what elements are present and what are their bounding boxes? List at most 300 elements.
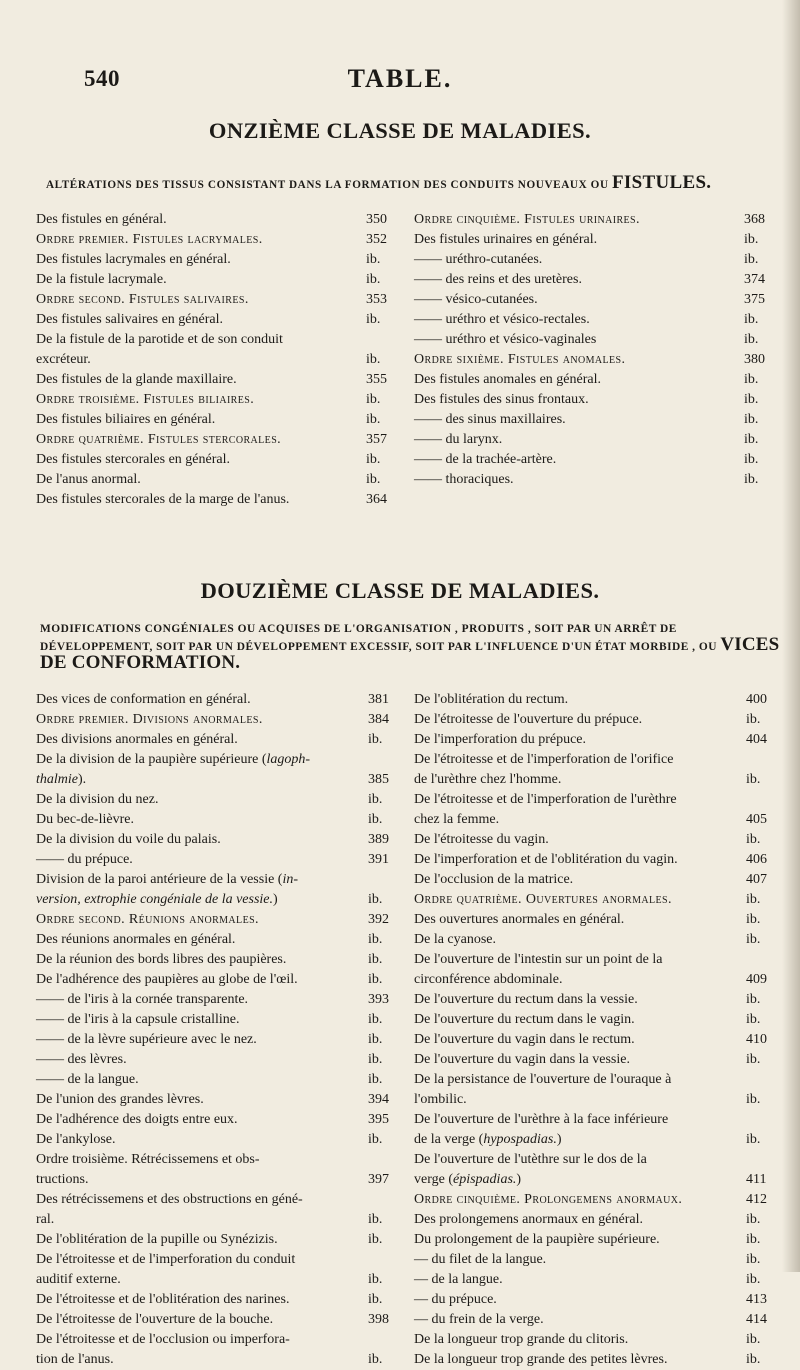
- entry-text: De l'ouverture de l'urèthre à la face inférieure: [414, 1112, 669, 1127]
- entry-text: De la longueur trop grande du clitoris.: [414, 1332, 629, 1347]
- page-reference: ib.: [746, 1232, 761, 1247]
- entry-text: —— de la trachée-artère.: [414, 452, 557, 467]
- page-reference: ib.: [368, 952, 383, 967]
- page-reference: 397: [368, 1172, 389, 1187]
- toc-entry: [36, 1070, 402, 1090]
- page-reference: ib.: [368, 812, 383, 827]
- toc-entry: [36, 490, 400, 510]
- page-reference: 404: [746, 732, 767, 747]
- page-reference: ib.: [368, 1212, 383, 1227]
- entry-text: Des fistules urinaires en général.: [414, 232, 598, 247]
- page-reference: 393: [368, 992, 389, 1007]
- entry-text: De l'imperforation et de l'oblitération du vagin.: [414, 852, 678, 867]
- toc-entry: [36, 1050, 402, 1070]
- page-reference: ib.: [368, 1232, 383, 1247]
- page-reference: ib.: [746, 712, 761, 727]
- entry-continuation: [414, 1130, 562, 1150]
- entry-continuation-line: [36, 1210, 402, 1230]
- toc-entry: [36, 450, 400, 470]
- toc-entry: [36, 370, 400, 390]
- toc-entry: [36, 870, 402, 910]
- entry-text: De l'étroitesse de l'ouverture du prépuce.: [414, 712, 643, 727]
- toc-entry: [414, 750, 780, 790]
- toc-entry: [414, 1250, 780, 1270]
- entry-text: Ordre troisième. Fistules biliaires.: [36, 392, 255, 407]
- toc-entry: [36, 1230, 402, 1250]
- entry-text: De l'ouverture du vagin dans le rectum.: [414, 1032, 635, 1047]
- page-reference: ib.: [368, 732, 383, 747]
- entry-text: De l'imperforation du prépuce.: [414, 732, 587, 747]
- page-reference: 406: [746, 852, 767, 867]
- toc-entry: [36, 310, 400, 330]
- page-reference: ib.: [746, 932, 761, 947]
- toc-entry: [414, 950, 780, 990]
- toc-entry: [414, 930, 780, 950]
- entry-closing-text: ): [556, 1132, 562, 1147]
- page-reference: ib.: [368, 1272, 383, 1287]
- entry-text: —— vésico-cutanées.: [414, 292, 538, 307]
- entry-text: De l'étroitesse de l'ouverture de la bouche.: [36, 1312, 274, 1327]
- entry-continuation-text: l'ombilic.: [414, 1092, 467, 1107]
- entry-text: — du frein de la verge.: [414, 1312, 544, 1327]
- page-reference: 400: [746, 692, 767, 707]
- page-reference: 384: [368, 712, 389, 727]
- page-reference: ib.: [746, 1272, 761, 1287]
- toc-entry: [36, 850, 402, 870]
- entry-text: —— de l'iris à la cornée transparente.: [36, 992, 249, 1007]
- class-11-subtitle: [46, 172, 786, 194]
- entry-text: Des fistules anomales en général.: [414, 372, 601, 387]
- entry-continuation-text: verge (: [414, 1172, 453, 1187]
- page-reference: ib.: [746, 1252, 761, 1267]
- entry-text: —— du prépuce.: [36, 852, 133, 867]
- entry-text: — du filet de la langue.: [414, 1252, 547, 1267]
- entry-continuation-text: circonférence abdominale.: [414, 972, 563, 987]
- entry-text: Ordre premier. Fistules lacrymales.: [36, 232, 263, 247]
- toc-entry: [414, 710, 780, 730]
- entry-text: De la cyanose.: [414, 932, 497, 947]
- order-heading-entry: [36, 230, 400, 250]
- entry-text: Des rétrécissemens et des obstructions en géné-: [36, 1192, 303, 1207]
- entry-text: —— du larynx.: [414, 432, 503, 447]
- entry-text: De la fistule de la parotide et de son conduit: [36, 332, 283, 347]
- toc-entry: [414, 910, 780, 930]
- page-reference: ib.: [744, 332, 759, 347]
- page-reference: ib.: [744, 312, 759, 327]
- page-reference: ib.: [746, 1212, 761, 1227]
- entry-text: De l'ouverture du rectum dans le vagin.: [414, 1012, 635, 1027]
- entry-text: Des ouvertures anormales en général.: [414, 912, 625, 927]
- entry-continuation-text: chez la femme.: [414, 812, 500, 827]
- entry-text: Des fistules biliaires en général.: [36, 412, 216, 427]
- class-12-subtitle-small: MODIFICATIONS CONGÉNIALES OU ACQUISES DE L'ORGANISATION , PRODUITS , SOIT PAR UN ARRÊT DE DÉVELOPPEMENT, SOIT PAR UN DÉVELOPPEMENT EXCESSIF, SOIT PAR L'INFLUENCE D'UN ÉTAT MORBIDE , OU: [40, 623, 717, 653]
- toc-entry: [36, 950, 402, 970]
- toc-entry: [36, 1250, 402, 1290]
- toc-entry: [36, 750, 402, 790]
- toc-entry: [36, 1190, 402, 1230]
- page-reference: ib.: [746, 1132, 761, 1147]
- entry-text: —— des reins et des uretères.: [414, 272, 582, 287]
- toc-entry: [36, 330, 400, 370]
- class-12-subtitle-big: VICES DE CONFORMATION.: [40, 634, 780, 673]
- toc-entry: [36, 810, 402, 830]
- entry-text: De l'oblitération de la pupille ou Synézizis.: [36, 1232, 278, 1247]
- page-reference: 389: [368, 832, 389, 847]
- toc-entry: [414, 290, 778, 310]
- entry-text: Des fistules en général.: [36, 212, 167, 227]
- toc-entry: [36, 1290, 402, 1310]
- toc-entry: [414, 450, 778, 470]
- page-reference: ib.: [366, 412, 381, 427]
- entry-text: Du bec-de-lièvre.: [36, 812, 134, 827]
- page-reference: 380: [744, 352, 765, 367]
- entry-italic-continuation: épispadias.: [453, 1172, 517, 1187]
- entry-continuation: [414, 970, 562, 990]
- entry-text: —— de la lèvre supérieure avec le nez.: [36, 1032, 257, 1047]
- page-reference: 381: [368, 692, 389, 707]
- entry-continuation-text: auditif externe.: [36, 1272, 121, 1287]
- entry-continuation-line: [36, 350, 400, 370]
- class-11-right-column: [414, 210, 778, 490]
- entry-first-line: [36, 1330, 402, 1350]
- page-reference: ib.: [368, 972, 383, 987]
- entry-continuation-text: ral.: [36, 1212, 55, 1227]
- class-11-left-column: [36, 210, 400, 510]
- entry-italic-continuation: thalmie: [36, 772, 78, 787]
- entry-text: Des fistules stercorales en général.: [36, 452, 230, 467]
- entry-text: —— des sinus maxillaires.: [414, 412, 566, 427]
- entry-text: De l'étroitesse et de l'occlusion ou imperfora-: [36, 1332, 290, 1347]
- entry-text: — du prépuce.: [414, 1292, 497, 1307]
- page-reference: ib.: [746, 912, 761, 927]
- class-12-subtitle: [40, 622, 792, 673]
- entry-text: Division de la paroi antérieure de la vessie (: [36, 872, 283, 887]
- toc-entry: [414, 1150, 780, 1190]
- entry-continuation-line: [414, 970, 780, 990]
- page-reference: 398: [368, 1312, 389, 1327]
- order-heading-entry: [36, 290, 400, 310]
- page-reference: ib.: [746, 892, 761, 907]
- entry-continuation: [414, 1170, 521, 1190]
- page-reference: 392: [368, 912, 389, 927]
- class-11-title: ONZIÈME CLASSE DE MALADIES.: [208, 118, 592, 143]
- entry-text: —— uréthro et vésico-rectales.: [414, 312, 590, 327]
- toc-entry: [36, 970, 402, 990]
- entry-continuation-line: [414, 1090, 780, 1110]
- page-reference: ib.: [746, 1052, 761, 1067]
- entry-closing-text: ): [516, 1172, 522, 1187]
- entry-text: Des fistules lacrymales en général.: [36, 252, 231, 267]
- entry-text: Ordre premier. Divisions anormales.: [36, 712, 263, 727]
- entry-text: Ordre second. Réunions anormales.: [36, 912, 259, 927]
- page-reference: ib.: [368, 932, 383, 947]
- toc-entry: [414, 390, 778, 410]
- page-reference: ib.: [744, 232, 759, 247]
- toc-entry: [414, 230, 778, 250]
- entry-continuation-line: [36, 890, 402, 910]
- toc-entry: [36, 1010, 402, 1030]
- page-reference: ib.: [368, 892, 383, 907]
- toc-entry: [414, 270, 778, 290]
- entry-text: De l'occlusion de la matrice.: [414, 872, 574, 887]
- toc-entry: [414, 1030, 780, 1050]
- page-reference: 350: [366, 212, 387, 227]
- entry-text: Ordre cinquième. Prolongemens anormaux.: [414, 1192, 683, 1207]
- entry-text: De l'étroitesse du vagin.: [414, 832, 549, 847]
- entry-continuation: [36, 890, 278, 910]
- toc-entry: [36, 830, 402, 850]
- page-reference: 385: [368, 772, 389, 787]
- entry-text: De l'ouverture du vagin dans la vessie.: [414, 1052, 630, 1067]
- entry-continuation-line: [36, 1170, 402, 1190]
- entry-text: —— uréthro et vésico-vaginales: [414, 332, 597, 347]
- toc-entry: [36, 470, 400, 490]
- page-reference: 355: [366, 372, 387, 387]
- running-title: TABLE.: [347, 64, 453, 93]
- entry-text: Des fistules stercorales de la marge de l'anus.: [36, 492, 290, 507]
- page-reference: 394: [368, 1092, 389, 1107]
- toc-entry: [36, 1130, 402, 1150]
- toc-entry: [414, 870, 780, 890]
- entry-text: De l'étroitesse et de l'imperforation du conduit: [36, 1252, 296, 1267]
- entry-first-line: [414, 950, 780, 970]
- entry-continuation-line: [36, 770, 402, 790]
- entry-italic-text: lagoph-: [266, 752, 311, 767]
- class-12-right-column: [414, 690, 780, 1370]
- toc-entry: [36, 1330, 402, 1370]
- entry-text: De la division de la paupière supérieure (: [36, 752, 267, 767]
- entry-text: De l'union des grandes lèvres.: [36, 1092, 204, 1107]
- page-reference: ib.: [746, 992, 761, 1007]
- entry-text: De la réunion des bords libres des paupières.: [36, 952, 287, 967]
- entry-text: De l'ouverture du rectum dans la vessie.: [414, 992, 638, 1007]
- order-heading-entry: [36, 1150, 402, 1190]
- page-reference: ib.: [744, 452, 759, 467]
- toc-entry: [414, 1070, 780, 1110]
- page-reference: 374: [744, 272, 765, 287]
- entry-text: Des réunions anormales en général.: [36, 932, 236, 947]
- toc-entry: [414, 430, 778, 450]
- order-heading-entry: [414, 210, 778, 230]
- page-reference: ib.: [368, 1352, 383, 1367]
- page-reference: 357: [366, 432, 387, 447]
- entry-text: De l'ankylose.: [36, 1132, 116, 1147]
- toc-entry: [36, 790, 402, 810]
- entry-continuation-line: [36, 1350, 402, 1370]
- toc-entry: [414, 1110, 780, 1150]
- toc-entry: [414, 790, 780, 830]
- entry-first-line: [36, 1190, 402, 1210]
- entry-text: —— uréthro-cutanées.: [414, 252, 543, 267]
- entry-text: Des fistules de la glande maxillaire.: [36, 372, 237, 387]
- toc-entry: [36, 210, 400, 230]
- entry-first-line: [414, 750, 780, 770]
- toc-entry: [36, 1310, 402, 1330]
- entry-text: —— de la langue.: [36, 1072, 139, 1087]
- entry-continuation: [36, 1210, 54, 1230]
- entry-continuation-text: excréteur.: [36, 352, 91, 367]
- toc-entry: [414, 330, 778, 350]
- entry-continuation: [36, 1350, 114, 1370]
- entry-text: De l'étroitesse et de l'imperforation de l'orifice: [414, 752, 674, 767]
- page-reference: ib.: [744, 252, 759, 267]
- entry-text: De l'étroitesse et de l'oblitération des narines.: [36, 1292, 290, 1307]
- entry-first-line: [414, 790, 780, 810]
- entry-text: De l'ouverture de l'utèthre sur le dos de la: [414, 1152, 647, 1167]
- toc-entry: [414, 1230, 780, 1250]
- toc-entry: [36, 1030, 402, 1050]
- page-reference: ib.: [366, 452, 381, 467]
- order-heading-entry: [36, 710, 402, 730]
- page-reference: ib.: [368, 1052, 383, 1067]
- page-reference: ib.: [744, 392, 759, 407]
- toc-entry: [414, 990, 780, 1010]
- entry-text: De la longueur trop grande des petites lèvres.: [414, 1352, 668, 1367]
- entry-first-line: [36, 1150, 402, 1170]
- entry-text: Des vices de conformation en général.: [36, 692, 251, 707]
- entry-text: De la division du voile du palais.: [36, 832, 221, 847]
- entry-text: Des prolongemens anormaux en général.: [414, 1212, 643, 1227]
- page-reference: ib.: [366, 352, 381, 367]
- page-reference: ib.: [366, 392, 381, 407]
- entry-first-line: [414, 1070, 780, 1090]
- entry-first-line: [36, 330, 400, 350]
- toc-entry: [414, 850, 780, 870]
- entry-text: Du prolongement de la paupière supérieure.: [414, 1232, 660, 1247]
- page-reference: ib.: [746, 1352, 761, 1367]
- toc-entry: [414, 1270, 780, 1290]
- entry-continuation-line: [414, 1130, 780, 1150]
- page-reference: ib.: [368, 1012, 383, 1027]
- page-reference: ib.: [368, 792, 383, 807]
- entry-text: Ordre cinquième. Fistules urinaires.: [414, 212, 640, 227]
- page-reference: 405: [746, 812, 767, 827]
- page-reference: 410: [746, 1032, 767, 1047]
- entry-continuation-text: de l'urèthre chez l'homme.: [414, 772, 562, 787]
- toc-entry: [414, 310, 778, 330]
- order-heading-entry: [36, 910, 402, 930]
- page-reference: 413: [746, 1292, 767, 1307]
- page-reference: 352: [366, 232, 387, 247]
- entry-text: —— de l'iris à la capsule cristalline.: [36, 1012, 240, 1027]
- page-reference: ib.: [744, 432, 759, 447]
- toc-entry: [414, 370, 778, 390]
- toc-entry: [36, 1110, 402, 1130]
- page-reference: 395: [368, 1112, 389, 1127]
- class-12-left-column: [36, 690, 402, 1370]
- entry-continuation: [36, 770, 86, 790]
- entry-text: De l'adhérence des doigts entre eux.: [36, 1112, 238, 1127]
- entry-text: Ordre second. Fistules salivaires.: [36, 292, 249, 307]
- entry-text: De la fistule lacrymale.: [36, 272, 167, 287]
- toc-entry: [36, 990, 402, 1010]
- entry-text: De la division du nez.: [36, 792, 159, 807]
- page-reference: ib.: [366, 252, 381, 267]
- entry-continuation-text: tructions.: [36, 1172, 89, 1187]
- entry-continuation-text: tion de l'anus.: [36, 1352, 114, 1367]
- entry-text: De l'oblitération du rectum.: [414, 692, 569, 707]
- entry-first-line: [414, 1150, 780, 1170]
- entry-italic-continuation: hypospadias.: [483, 1132, 557, 1147]
- toc-entry: [414, 470, 778, 490]
- page-reference: ib.: [366, 472, 381, 487]
- order-heading-entry: [36, 430, 400, 450]
- page-reference: ib.: [746, 1332, 761, 1347]
- toc-entry: [414, 1290, 780, 1310]
- toc-entry: [36, 690, 402, 710]
- entry-text: Ordre sixième. Fistules anomales.: [414, 352, 626, 367]
- toc-entry: [414, 1050, 780, 1070]
- entry-text: Des fistules salivaires en général.: [36, 312, 223, 327]
- entry-continuation-line: [414, 1170, 780, 1190]
- entry-continuation: [36, 1170, 89, 1190]
- toc-entry: [36, 1090, 402, 1110]
- page-reference: ib.: [368, 1072, 383, 1087]
- class-11-subtitle-small: ALTÉRATIONS DES TISSUS CONSISTANT DANS LA FORMATION DES CONDUITS NOUVEAUX OU: [46, 179, 609, 191]
- entry-continuation: [414, 770, 561, 790]
- page-reference: ib.: [744, 472, 759, 487]
- entry-first-line: [36, 750, 402, 770]
- page-reference: ib.: [368, 1132, 383, 1147]
- page-reference: ib.: [368, 1032, 383, 1047]
- entry-italic-text: in-: [282, 872, 299, 887]
- toc-entry: [36, 730, 402, 750]
- entry-first-line: [36, 1250, 402, 1270]
- page-reference: 368: [744, 212, 765, 227]
- page-reference: ib.: [366, 312, 381, 327]
- entry-continuation-line: [36, 1270, 402, 1290]
- class-12-title: DOUZIÈME CLASSE DE MALADIES.: [200, 578, 600, 603]
- page-reference: ib.: [746, 1012, 761, 1027]
- page-reference: 409: [746, 972, 767, 987]
- order-heading-entry: [414, 890, 780, 910]
- entry-text: — de la langue.: [414, 1272, 503, 1287]
- page-reference: ib.: [368, 1292, 383, 1307]
- order-heading-entry: [36, 390, 400, 410]
- entry-text: Ordre quatrième. Fistules stercorales.: [36, 432, 282, 447]
- page-reference: 414: [746, 1312, 767, 1327]
- page-reference: 411: [746, 1172, 767, 1187]
- entry-continuation-text: ).: [78, 772, 87, 787]
- entry-text: Des fistules des sinus frontaux.: [414, 392, 589, 407]
- entry-continuation-line: [414, 810, 780, 830]
- entry-continuation: [36, 350, 91, 370]
- page-reference: 407: [746, 872, 767, 887]
- toc-entry: [414, 730, 780, 750]
- page-reference: ib.: [746, 772, 761, 787]
- entry-text: Ordre troisième. Rétrécissemens et obs-: [36, 1152, 260, 1167]
- page-reference: ib.: [746, 832, 761, 847]
- toc-entry: [414, 1350, 780, 1370]
- toc-entry: [414, 1010, 780, 1030]
- toc-entry: [414, 1210, 780, 1230]
- entry-first-line: [414, 1110, 780, 1130]
- entry-text: De l'étroitesse et de l'imperforation de l'urèthre: [414, 792, 677, 807]
- entry-text: Ordre quatrième. Ouvertures anormales.: [414, 892, 672, 907]
- toc-entry: [414, 250, 778, 270]
- page-reference: 364: [366, 492, 387, 507]
- entry-text: De l'ouverture de l'intestin sur un point de la: [414, 952, 663, 967]
- toc-entry: [36, 250, 400, 270]
- entry-continuation: [36, 1270, 121, 1290]
- page-number: 540: [84, 66, 120, 91]
- page-reference: 412: [746, 1192, 767, 1207]
- toc-entry: [414, 690, 780, 710]
- entry-italic-continuation: version, extrophie congéniale de la vessie.: [36, 892, 274, 907]
- class-11-subtitle-big: FISTULES.: [612, 172, 712, 193]
- entry-first-line: [36, 870, 402, 890]
- entry-continuation: [414, 810, 499, 830]
